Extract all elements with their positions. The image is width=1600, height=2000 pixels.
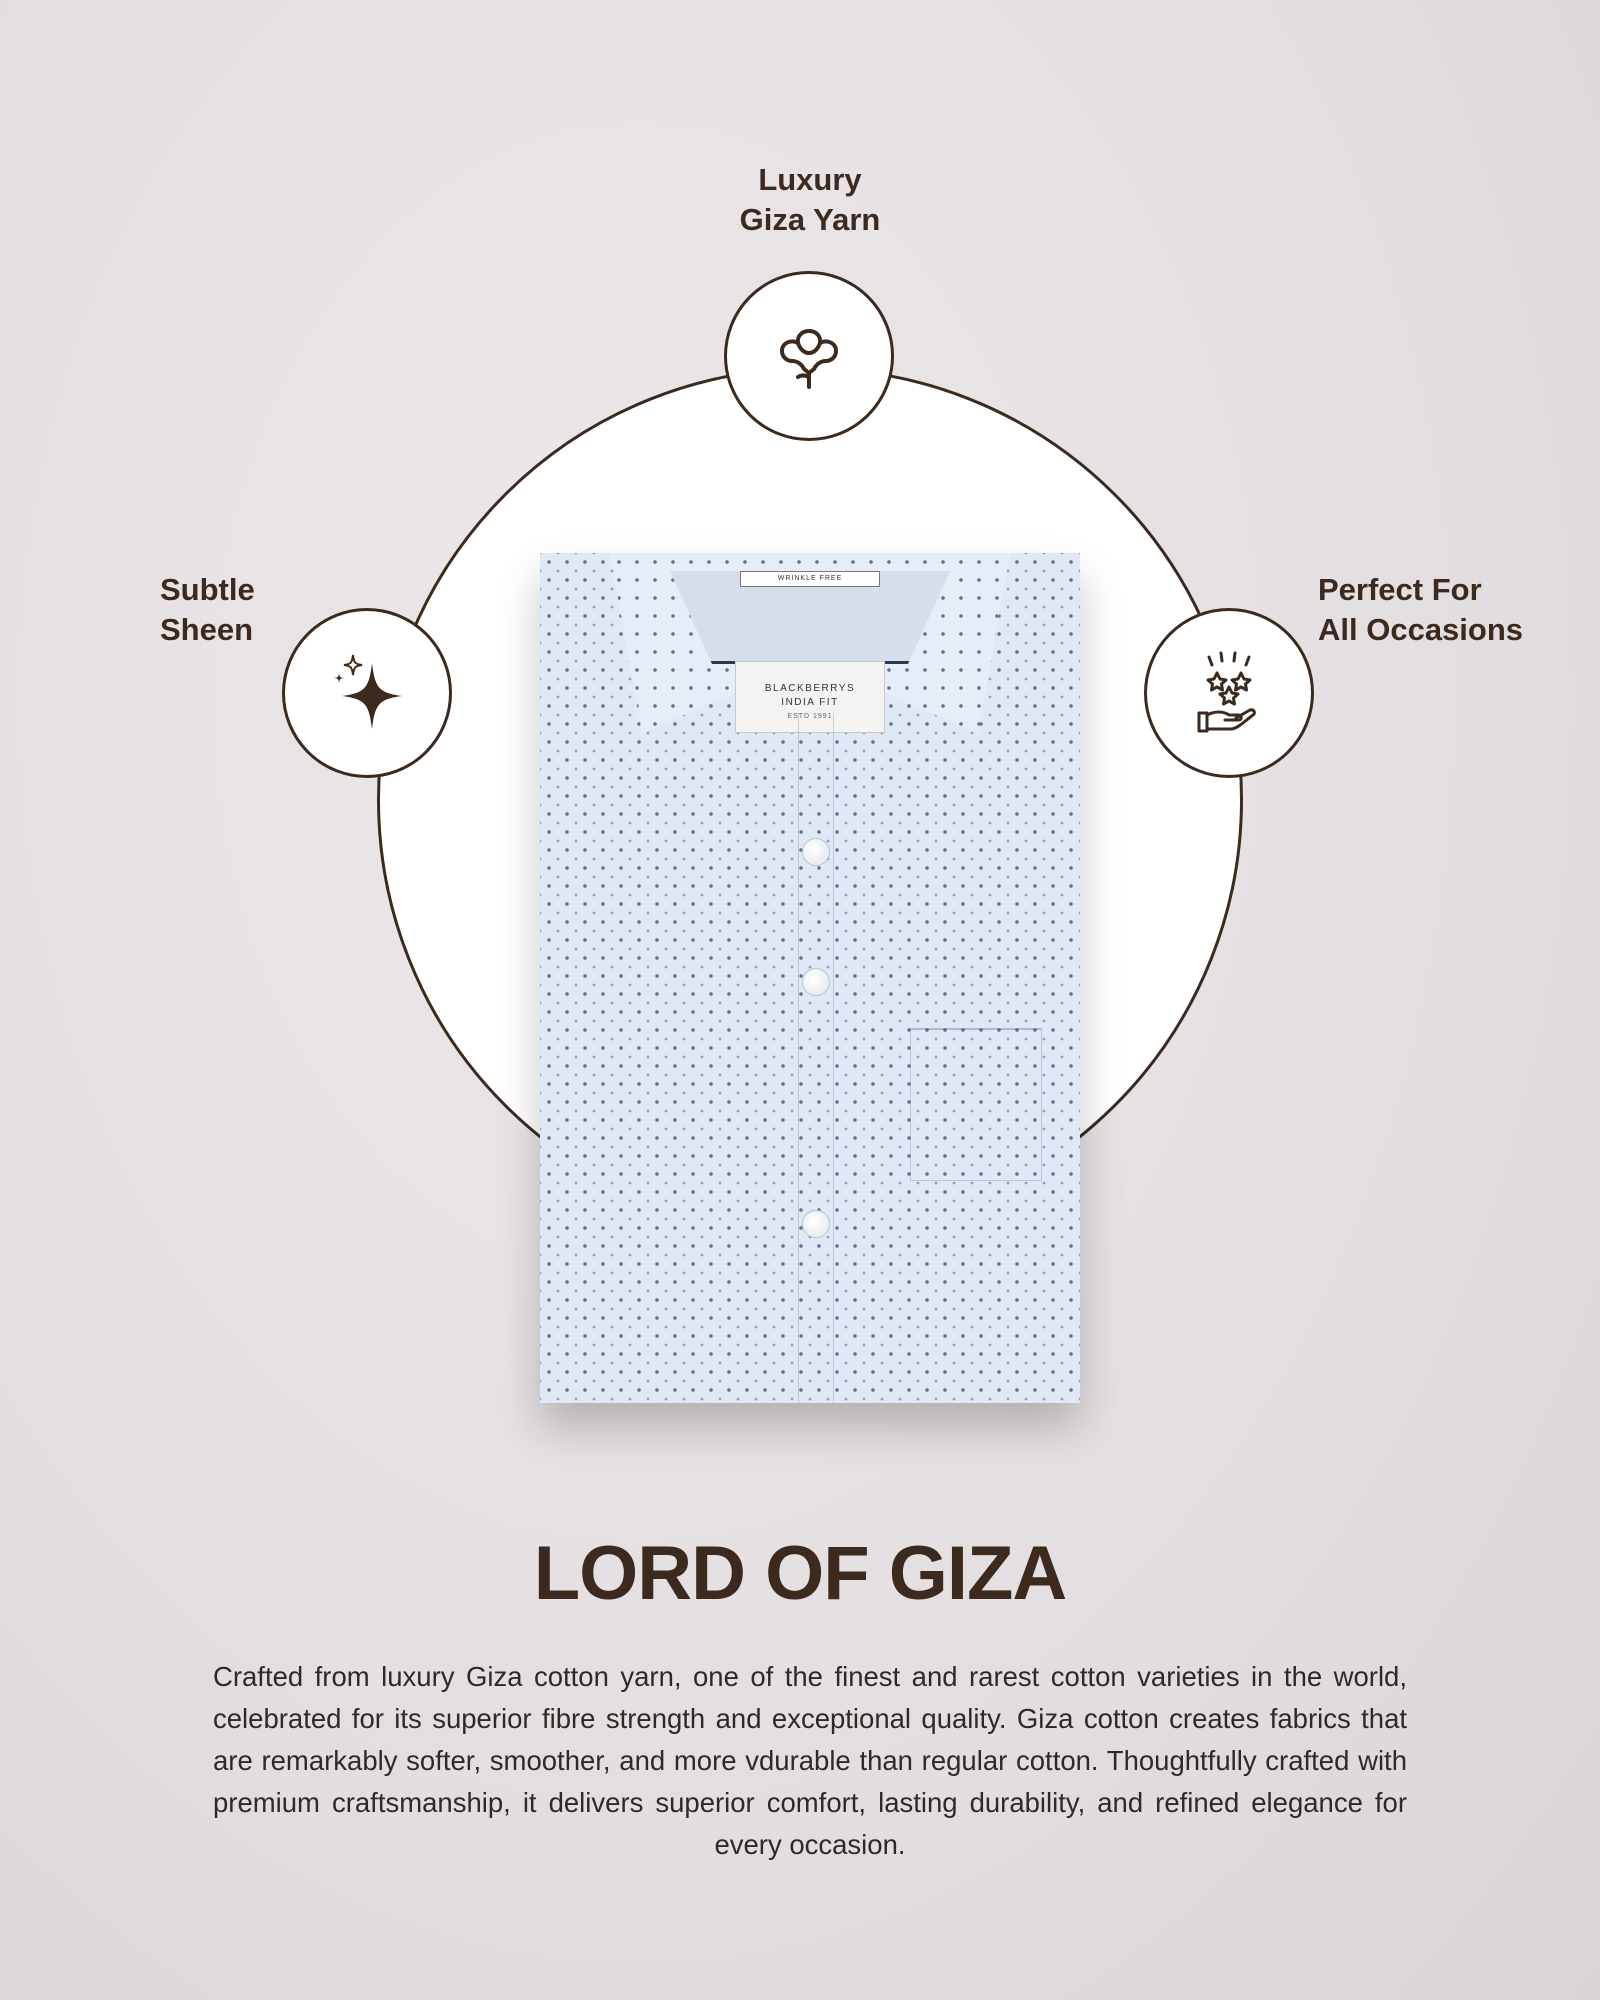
shirt-pocket <box>910 1028 1042 1181</box>
feature-label-line: Giza Yarn <box>739 202 881 237</box>
shirt-button <box>802 1210 830 1238</box>
feature-label-line: Sheen <box>160 612 254 647</box>
feature-icon-circle-right <box>1144 608 1314 778</box>
feature-label-subtle-sheen <box>160 570 255 650</box>
feature-label-line: Subtle <box>160 572 255 607</box>
shirt-placket <box>798 713 834 1403</box>
feature-label-line: Perfect For <box>1318 572 1482 607</box>
wrinkle-free-strip: WRINKLE FREE <box>740 571 880 587</box>
feature-label-line: Luxury <box>758 162 862 197</box>
feature-label-all-occasions <box>1318 570 1523 650</box>
tag-est: ESTD 1991 <box>787 713 833 720</box>
feature-label-luxury-giza-yarn <box>640 160 980 240</box>
sparkle-icon <box>317 643 417 743</box>
feature-icon-circle-left <box>282 608 452 778</box>
hand-stars-icon <box>1179 643 1279 743</box>
feature-icon-circle-top <box>724 271 894 441</box>
shirt-product-image <box>540 553 1080 1403</box>
product-description: Crafted from luxury Giza cotton yarn, one of the finest and rarest cotton varieties in the world, celebrated for its superior fibre strength and exceptional quality. Giza cotton creates fabrics that are remarkably softer, smoother, and more vdurable than regular cotton. Thoughtfully crafted with premium craftsmanship, it delivers superior comfort, lasting durability, and refined elegance for every occasion. <box>213 1661 1407 1860</box>
cotton-icon <box>764 311 854 401</box>
feature-label-line: All Occasions <box>1318 612 1524 647</box>
shirt-button <box>802 968 830 996</box>
tag-fit: INDIA FIT <box>781 697 839 708</box>
page-title: LORD OF GIZA <box>533 1531 1067 1616</box>
shirt-button <box>802 838 830 866</box>
tag-brand: BLACKBERRYS <box>764 683 856 694</box>
